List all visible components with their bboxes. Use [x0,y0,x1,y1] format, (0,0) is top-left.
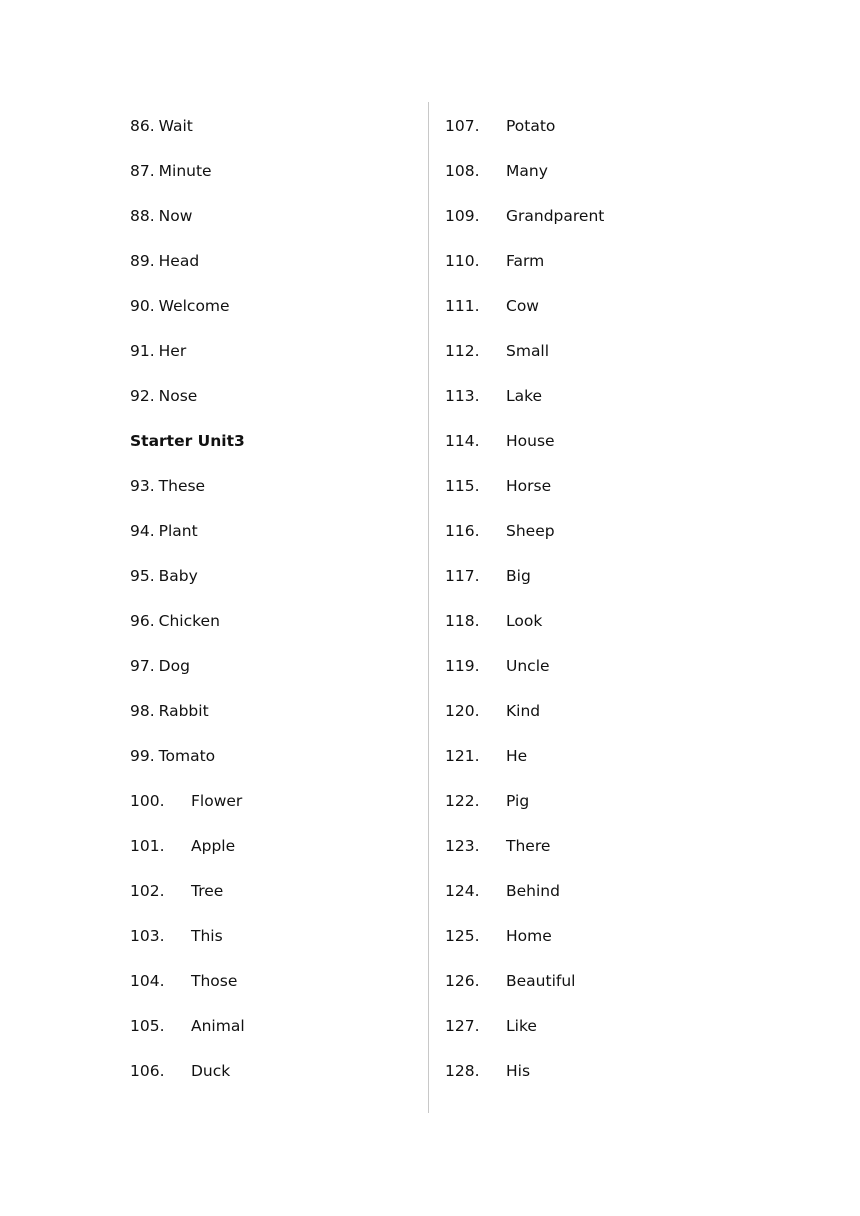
entry-number: 95. [130,567,155,585]
entry-word: Animal [191,1017,245,1035]
entry-word: Tree [191,882,224,900]
vocab-entry [445,1004,745,1049]
entry-word: Farm [506,252,545,270]
vocab-entry [445,779,745,824]
entry-word: Her [158,342,187,360]
vocab-entry [130,779,410,824]
vocab-entry [445,689,745,734]
vocab-entry [445,824,745,869]
entry-number: 86. [130,117,155,135]
entry-number: 124. [445,882,480,900]
entry-word: Rabbit [158,702,209,720]
entry-word: Sheep [506,522,555,540]
vocab-entry [130,914,410,959]
section-heading: Starter Unit3 [130,432,245,450]
entry-number: 89. [130,252,155,270]
entry-word: Small [506,342,550,360]
entry-number: 115. [445,477,480,495]
vocab-entry [445,599,745,644]
entry-word: Like [506,1017,537,1035]
entry-number: 120. [445,702,480,720]
entry-word: Dog [158,657,190,675]
entry-number: 128. [445,1062,480,1080]
entry-word: Behind [506,882,560,900]
vocab-entry [130,104,410,149]
entry-word: Flower [191,792,243,810]
vocab-entry [130,734,410,779]
entry-number: 117. [445,567,480,585]
vocab-entry [445,194,745,239]
entry-number: 119. [445,657,480,675]
vocab-entry [130,554,410,599]
entry-number: 122. [445,792,480,810]
vocab-entry [130,509,410,554]
vocab-entry [130,149,410,194]
vocab-entry [445,284,745,329]
entry-word: Wait [158,117,193,135]
vocab-entry [130,239,410,284]
vocab-entry [445,464,745,509]
entry-number: 103. [130,927,165,945]
entry-number: 116. [445,522,480,540]
entry-word: Uncle [506,657,550,675]
entry-number: 99. [130,747,155,765]
entry-word: Nose [158,387,198,405]
entry-word: Pig [506,792,530,810]
entry-word: He [506,747,528,765]
entry-word: Tomato [158,747,216,765]
entry-number: 101. [130,837,165,855]
left-word-column [130,104,410,1094]
entry-word: Apple [191,837,236,855]
entry-number: 96. [130,612,155,630]
entry-word: Look [506,612,543,630]
vocab-entry [445,959,745,1004]
vocab-entry [130,599,410,644]
entry-number: 87. [130,162,155,180]
entry-number: 88. [130,207,155,225]
entry-word: Head [158,252,200,270]
entry-word: Home [506,927,552,945]
column-divider [428,102,429,1113]
vocab-entry [130,689,410,734]
entry-word: Beautiful [506,972,576,990]
entry-word: Minute [158,162,212,180]
entry-number: 113. [445,387,480,405]
entry-number: 123. [445,837,480,855]
entry-word: Cow [506,297,539,315]
entry-number: 100. [130,792,165,810]
entry-word: Plant [158,522,198,540]
entry-word: Big [506,567,531,585]
entry-number: 94. [130,522,155,540]
entry-word: There [506,837,551,855]
entry-number: 106. [130,1062,165,1080]
vocab-entry [130,284,410,329]
entry-word: Kind [506,702,541,720]
vocab-entry [130,1004,410,1049]
entry-word: Now [158,207,193,225]
entry-number: 90. [130,297,155,315]
entry-number: 97. [130,657,155,675]
entry-number: 108. [445,162,480,180]
entry-number: 102. [130,882,165,900]
entry-word: House [506,432,555,450]
vocab-entry [130,644,410,689]
vocab-entry [445,509,745,554]
entry-word: This [191,927,223,945]
entry-number: 112. [445,342,480,360]
entry-word: Those [191,972,238,990]
vocab-entry [445,869,745,914]
entry-number: 111. [445,297,480,315]
vocab-entry [445,104,745,149]
entry-number: 98. [130,702,155,720]
vocab-entry [130,464,410,509]
entry-number: 104. [130,972,165,990]
entry-number: 127. [445,1017,480,1035]
entry-word: Baby [158,567,198,585]
vocab-entry [445,149,745,194]
entry-number: 121. [445,747,480,765]
vocab-entry [445,329,745,374]
vocab-entry [445,644,745,689]
entry-number: 118. [445,612,480,630]
entry-number: 114. [445,432,480,450]
right-word-column [445,104,745,1094]
entry-word: Many [506,162,548,180]
vocab-entry [130,329,410,374]
entry-word: Grandparent [506,207,605,225]
entry-word: Horse [506,477,552,495]
vocab-entry [445,914,745,959]
entry-number: 109. [445,207,480,225]
vocab-entry [130,374,410,419]
vocab-entry [445,1049,745,1094]
entry-number: 125. [445,927,480,945]
vocab-entry [445,419,745,464]
vocab-entry [445,239,745,284]
entry-number: 92. [130,387,155,405]
entry-number: 91. [130,342,155,360]
entry-number: 126. [445,972,480,990]
entry-number: 110. [445,252,480,270]
vocab-entry [130,959,410,1004]
entry-word: His [506,1062,531,1080]
entry-word: These [158,477,206,495]
vocab-entry [130,824,410,869]
vocab-entry [445,554,745,599]
entry-number: 107. [445,117,480,135]
entry-word: Potato [506,117,556,135]
entry-number: 93. [130,477,155,495]
entry-number: 105. [130,1017,165,1035]
vocab-entry [130,1049,410,1094]
entry-word: Lake [506,387,543,405]
entry-word: Chicken [158,612,220,630]
vocab-entry [130,869,410,914]
vocab-entry [130,194,410,239]
entry-word: Welcome [158,297,230,315]
vocab-entry [445,374,745,419]
entry-word: Duck [191,1062,231,1080]
vocab-entry [445,734,745,779]
